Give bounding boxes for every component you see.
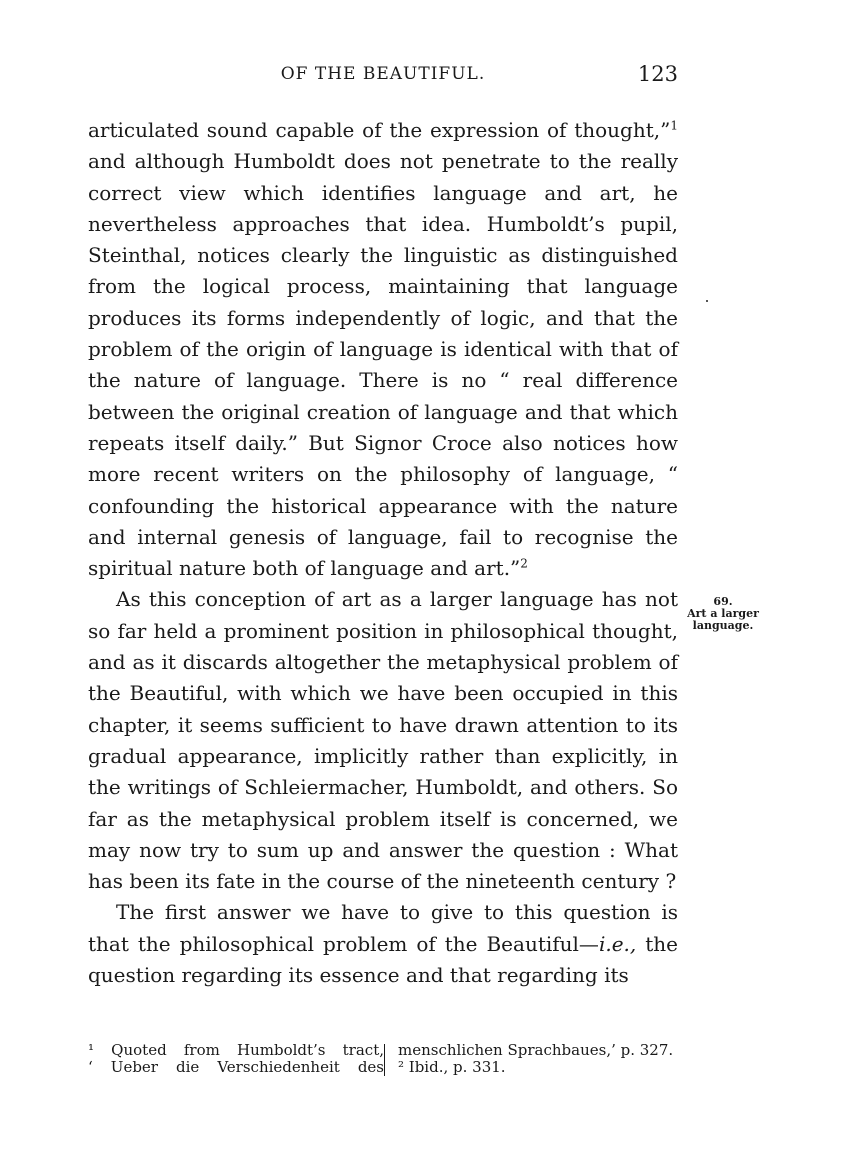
footnote-left-line-2: ‘ Ueber die Verschiedenheit des (88, 1058, 384, 1076)
paragraph-3-text-cont: the question regarding its essence and that regarding its (88, 931, 678, 988)
paragraph-1-text-cont: and although Humboldt does not penetrate to the really correct view which identifies language and art, he nevertheless approaches that idea. Humboldt’s pupil, Steinthal, notices clearly the linguistic as distinguished from the logical process, maintaining that language produces its forms independently of logic, and that the problem of the origin of language is identical with that of the nature of language. There is no “ real difference between the original creation of language and that which repeats itself daily.” But Signor Croce also notices how more recent writers on the philosophy of language, “ confounding the historical appearance with the nature and internal genesis of language, fail to recognise the spiritual nature both of language and art.” (88, 149, 678, 581)
page-header (88, 62, 678, 90)
footnote-ref-1: 1 (670, 118, 678, 133)
paragraph-2: As this conception of art as a larger language has not so far held a prominent position in philosophical thought, and as it discards altogether the metaphysical problem of the Beautiful, with which we have been occupied in this chapter, it seems sufficient to have drawn attention to its gradual appearance, implicitly rather than explicitly, in the writings of Schleiermacher, Humboldt, and others. So far as the metaphysical problem itself is concerned, we may now try to sum up and answer the question : What has been its fate in the course of the nineteenth century ? (88, 587, 678, 894)
footnote-right-column (398, 1042, 688, 1076)
margin-note-number: 69. (713, 595, 733, 608)
paragraph-3-text: The first answer we have to give to this question is that the philosophical problem of the Beautiful— (88, 900, 678, 956)
paragraph-3 (88, 897, 678, 991)
footnote-column-divider (384, 1044, 385, 1076)
footnote-right-line-2: ² Ibid., p. 331. (398, 1058, 506, 1076)
footnote-left-line-1: ¹ Quoted from Humboldt’s tract, (88, 1041, 384, 1059)
body-text (88, 115, 678, 991)
running-title: OF THE BEAUTIFUL. (280, 64, 486, 84)
page-number: 123 (637, 62, 678, 86)
paragraph-1 (88, 115, 678, 584)
margin-note (683, 596, 763, 632)
ink-speck (706, 300, 708, 302)
margin-note-line-1: Art a larger (687, 607, 759, 620)
footnote-left-column (88, 1042, 384, 1076)
paragraph-1-text: articulated sound capable of the expression of thought,” (88, 118, 671, 142)
margin-note-line-2: language. (692, 619, 754, 632)
footnote-ref-2: 2 (520, 556, 528, 571)
paragraph-3-italic: i.e., (598, 931, 637, 956)
footnote-right-line-1: menschlichen Sprachbaues,’ p. 327. (398, 1041, 674, 1059)
